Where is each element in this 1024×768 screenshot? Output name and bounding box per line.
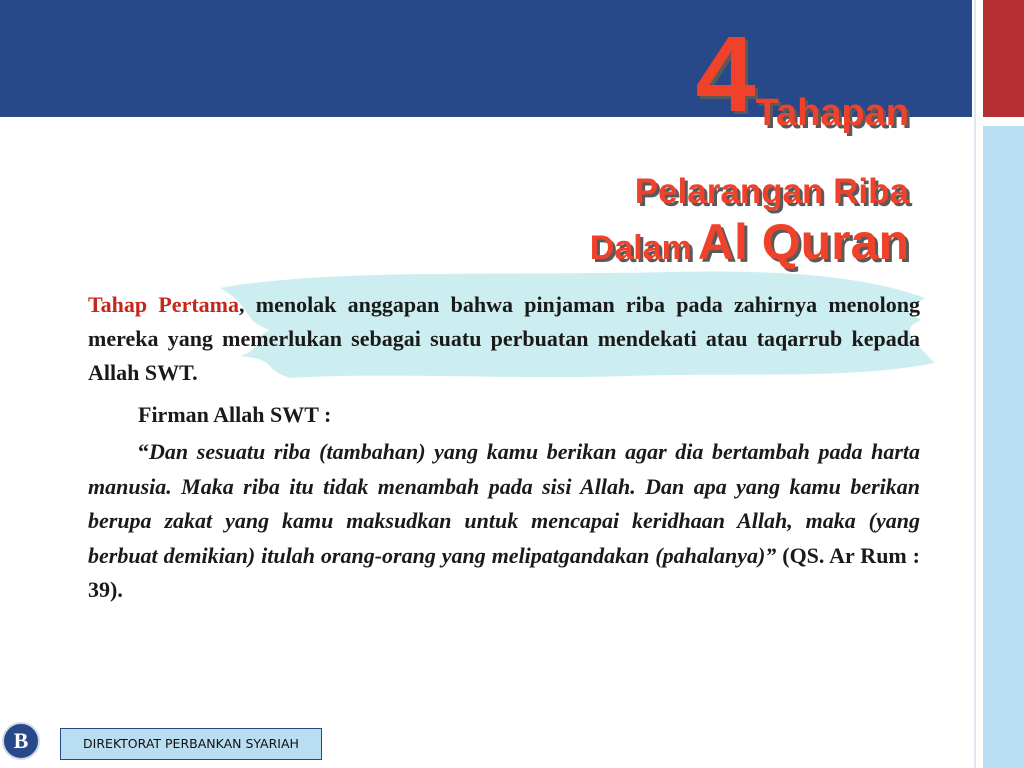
quote-text: Dan sesuatu riba (tambahan) yang kamu berikan agar dia bertambah pada harta manusia. Maka riba itu tidak menambah pada sisi Allah. Dan apa yang kamu berikan berupa zakat yang kamu maksudkan untuk mencapai keridhaan Allah, maka (yang berbuat demikian) itulah orang-orang yang melipatgandakan (pahalanya)”: [88, 439, 920, 568]
firman-label: Firman Allah SWT :: [138, 402, 332, 427]
subtitle-line1: Pelarangan Riba: [634, 172, 909, 211]
footer-text: DIREKTORAT PERBANKAN SYARIAH: [83, 736, 299, 751]
title-number: 4: [695, 13, 754, 134]
corner-accent: [983, 0, 1024, 117]
footer-label-box: [60, 728, 322, 760]
stage-text: menolak anggapan bahwa pinjaman riba pada zahirnya menolong mereka yang memerlukan sebagai suatu perbuatan mendekati atau taqarrub kepada Allah SWT.: [88, 292, 921, 385]
side-bar: [983, 126, 1024, 768]
stage-label: Tahap Pertama: [88, 292, 239, 317]
subtitle-dalam: Dalam: [589, 229, 692, 267]
quran-quote: [88, 435, 920, 608]
subtitle-alquran: Al Quran: [697, 214, 909, 270]
quote-open: “: [138, 439, 149, 464]
quote-reference: (QS. Ar Rum : 39).: [88, 542, 921, 602]
slide-title: [695, 13, 909, 134]
subtitle-line2: [590, 213, 909, 271]
stage-paragraph: [88, 288, 920, 390]
divider-line: [974, 0, 976, 768]
title-word: Tahapan: [755, 92, 909, 134]
stage-comma: ,: [239, 292, 245, 317]
bank-logo: B: [2, 722, 40, 760]
